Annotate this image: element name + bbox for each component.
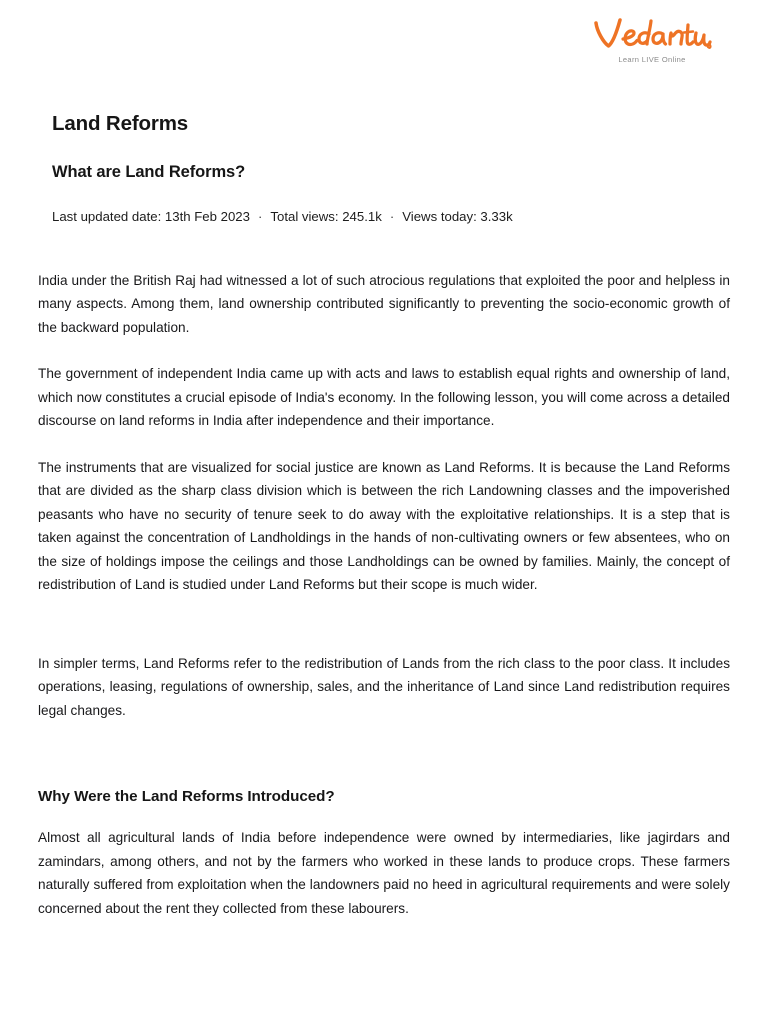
section-heading-why-introduced: Why Were the Land Reforms Introduced?	[38, 788, 335, 806]
views-today: Views today: 3.33k	[402, 209, 513, 225]
page-title: Land Reforms	[52, 112, 189, 135]
document-header	[0, 0, 768, 226]
paragraph-instruments-social-justice: The instruments that are visualized for social justice are known as Land Reforms. It is because the Land Reforms that are divided as the sharp class division which is between the rich Landowning classes and the impoverished peasants who have no security of tenure seek to do away with the exploitative relationships. It is a step that is taken against the concentration of Landholdings in the hands of non-cultivating owners or few absentees, who on the size of holdings impose the ceilings and those Landholdings can be owned by families. Mainly, the concept of redistribution of Land is studied under Land Reforms but their scope is much wider.	[38, 459, 730, 593]
meta-separator-2: ·	[389, 209, 395, 225]
document-body	[0, 226, 768, 921]
logo-tagline: Learn LIVE Online	[618, 55, 686, 64]
paragraph-intro-british-raj: India under the British Raj had witnessed a lot of such atrocious regulations that exploited the poor and helpless in many aspects. Among them, land ownership contributed significantly to preventing the socio-economic growth of the backward population.	[38, 272, 730, 335]
last-updated-date: Last updated date: 13th Feb 2023	[52, 209, 250, 225]
paragraph-agricultural-lands: Almost all agricultural lands of India before independence were owned by intermediaries, like jagirdars and zamindars, among others, and not by the farmers who worked in these lands to produce crops. These farmers naturally suffered from exploitation when the landowners paid no heed in agricultural requirements and were solely concerned about the rent they collected from these labourers.	[38, 830, 730, 916]
paragraph-simpler-terms: In simpler terms, Land Reforms refer to the redistribution of Lands from the rich class to the poor class. It includes operations, leasing, regulations of ownership, sales, and the inheritance of Land since Land redistribution requires legal changes.	[38, 655, 730, 718]
paragraph-government-acts: The government of independent India came up with acts and laws to establish equal rights and ownership of land, which now constitutes a crucial episode of India's economy. In the following lesson, you will come across a detailed discourse on land reforms in India after independence and their importance.	[38, 366, 730, 429]
meta-separator-1: ·	[257, 209, 263, 225]
total-views: Total views: 245.1k	[270, 209, 382, 225]
page-subtitle: What are Land Reforms?	[52, 162, 246, 181]
article-metadata	[52, 182, 712, 225]
